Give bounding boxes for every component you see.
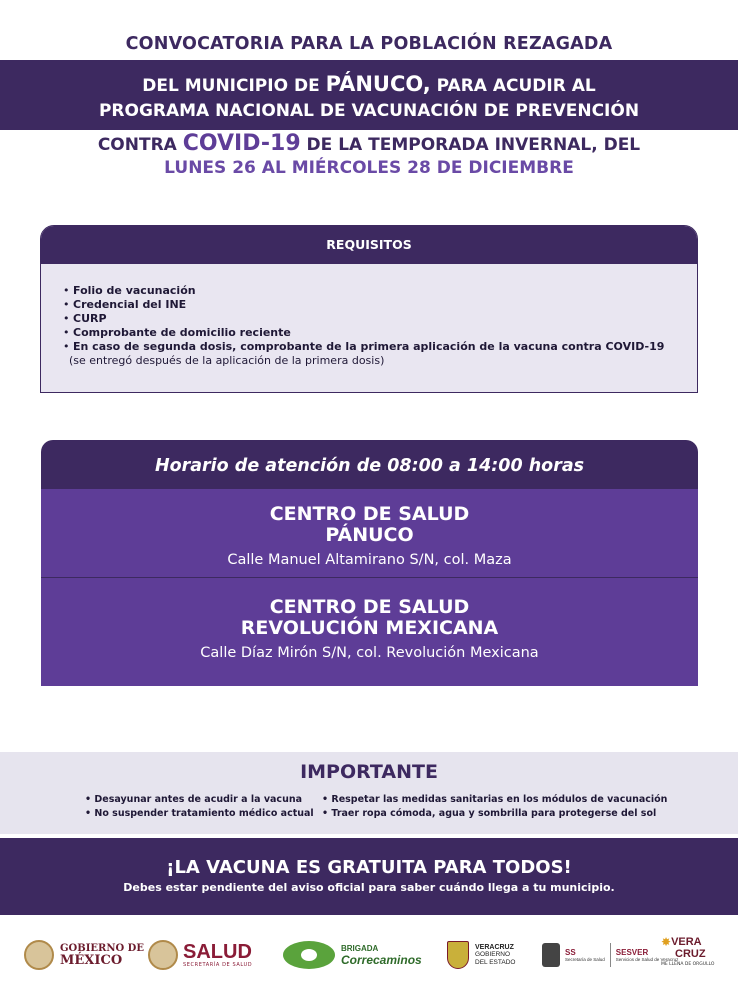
health-center-name: CENTRO DE SALUD	[269, 503, 470, 525]
logo-gobierno-l1: GOBIERNO DE	[60, 943, 144, 954]
important-list-left	[85, 793, 314, 821]
health-center-card	[41, 578, 698, 686]
requirements-box	[40, 225, 698, 393]
important-section	[0, 752, 738, 834]
eagle-seal-icon	[24, 940, 54, 970]
logo-salud-sub: SECRETARÍA DE SALUD	[183, 962, 253, 968]
schedule-title: Horario de atención de 08:00 a 14:00 horas	[41, 440, 698, 489]
logo-salud	[148, 935, 252, 975]
municipality-name: PÁNUCO,	[325, 72, 431, 96]
important-title: IMPORTANTE	[300, 761, 438, 783]
logo-veracruz-gobierno	[447, 935, 515, 975]
title-line-1: CONVOCATORIA PARA LA POBLACIÓN REZAGADA	[125, 34, 613, 54]
important-item: • Desayunar antes de acudir a la vacuna	[85, 793, 314, 807]
requirement-item: • Credencial del INE	[63, 298, 697, 312]
logo-gobierno-l2: MÉXICO	[60, 953, 123, 968]
logo-divider	[610, 943, 611, 967]
logo-sesver-sub: Servicios de Salud de Veracruz	[615, 957, 679, 962]
logo-vc-sub: ME LLENA DE ORGULLO	[661, 962, 715, 967]
logo-brigada	[283, 935, 422, 975]
star-icon: ✸	[661, 935, 672, 949]
logo-veracruz-brand	[661, 935, 714, 975]
eagle-seal-icon	[148, 940, 178, 970]
health-center-card	[41, 489, 698, 578]
logo-vc-l2: CRUZ	[675, 948, 706, 960]
important-item: • Respetar las medidas sanitarias en los módulos de vacunación	[322, 793, 667, 807]
logo-ss-sub: Secretaría de Salud	[565, 957, 605, 962]
title-line-4-pre: CONTRA	[97, 135, 183, 155]
requirements-title: REQUISITOS	[41, 226, 697, 264]
health-center-name: REVOLUCIÓN MEXICANA	[240, 617, 499, 639]
logo-ss: SS	[565, 948, 576, 957]
date-range: LUNES 26 AL MIÉRCOLES 28 DE DICIEMBRE	[164, 158, 574, 178]
coat-of-arms-icon	[542, 943, 560, 967]
logo-vc-l1: VERA	[671, 935, 702, 948]
requirement-item: • En caso de segunda dosis, comprobante de la primera aplicación de la vacuna contra COVID-19	[63, 340, 697, 354]
important-item: • Traer ropa cómoda, agua y sombrilla para protegerse del sol	[322, 807, 667, 821]
logo-strip	[0, 935, 738, 975]
logo-veracruz-l1: VERACRUZ	[475, 943, 514, 951]
requirement-item: • Folio de vacunación	[63, 284, 697, 298]
title-line-4-post: DE LA TEMPORADA INVERNAL, DEL	[300, 135, 641, 155]
important-item: • No suspender tratamiento médico actual	[85, 807, 314, 821]
logo-brigada-l2: Correcaminos	[341, 952, 422, 967]
free-vaccine-subtitle: Debes estar pendiente del aviso oficial para saber cuándo llega a tu municipio.	[123, 881, 615, 894]
title-line-2-pre: DEL MUNICIPIO DE	[142, 76, 326, 96]
schedule-box	[41, 440, 698, 686]
title-line-4	[0, 131, 738, 156]
covid-label: COVID-19	[182, 131, 301, 156]
logo-gobierno-mexico	[24, 935, 144, 975]
title-line-3: PROGRAMA NACIONAL DE VACUNACIÓN DE PREVENCIÓN	[98, 101, 640, 121]
health-center-address: Calle Manuel Altamirano S/N, col. Maza	[227, 552, 512, 568]
requirement-note: (se entregó después de la aplicación de la primera dosis)	[69, 354, 385, 367]
logo-salud-word: SALUD	[183, 941, 252, 963]
free-vaccine-title: ¡LA VACUNA ES GRATUITA PARA TODOS!	[166, 857, 572, 878]
title-line-2	[0, 72, 738, 96]
coat-of-arms-icon	[447, 941, 469, 969]
requirements-list	[41, 264, 697, 354]
health-center-address: Calle Díaz Mirón S/N, col. Revolución Mexicana	[200, 645, 539, 661]
health-center-name: CENTRO DE SALUD	[269, 596, 470, 618]
health-center-name: PÁNUCO	[325, 524, 414, 546]
roadrunner-icon	[283, 941, 335, 969]
logo-veracruz-l2: GOBIERNO	[475, 951, 511, 959]
logo-sesver	[542, 935, 678, 975]
requirement-item: • Comprobante de domicilio reciente	[63, 326, 697, 340]
important-list-right	[322, 793, 667, 821]
title-line-2-post: PARA ACUDIR AL	[430, 76, 596, 96]
logo-sesver-word: SESVER	[615, 948, 649, 957]
logo-brigada-l1: BRIGADA	[341, 943, 379, 953]
logo-veracruz-l3: DEL ESTADO	[475, 958, 516, 966]
requirement-item: • CURP	[63, 312, 697, 326]
free-vaccine-banner	[0, 838, 738, 915]
